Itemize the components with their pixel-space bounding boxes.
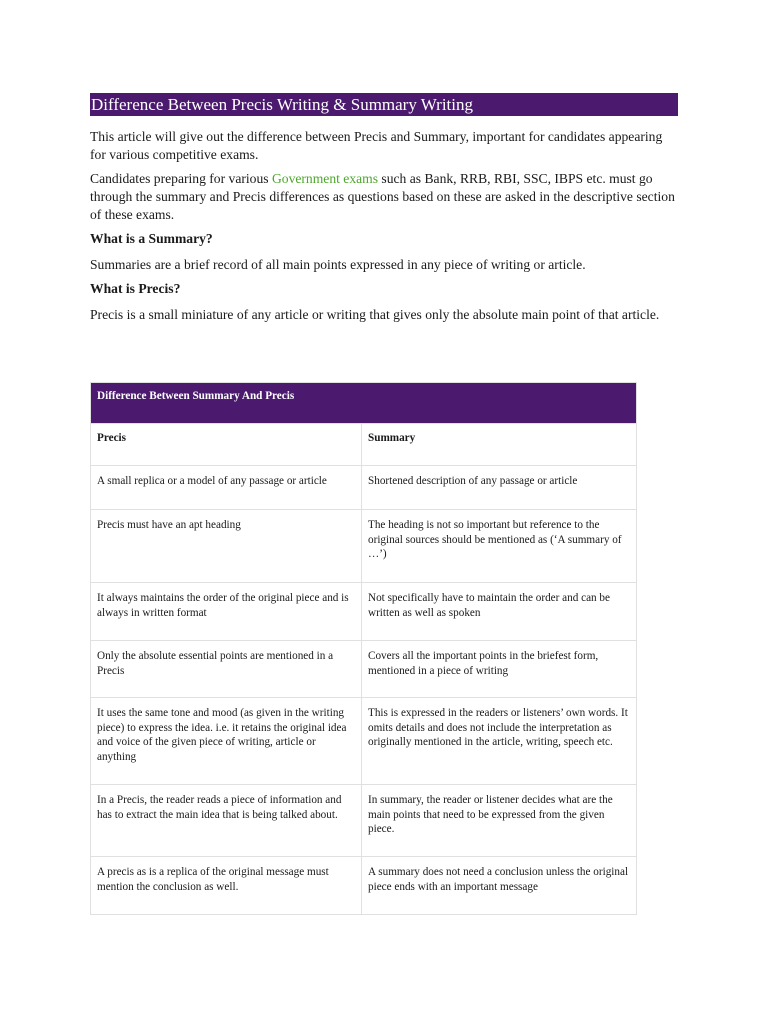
precis-definition: Precis is a small miniature of any article or writing that gives only the absolute main point of that article. [90, 307, 660, 322]
table-row [91, 857, 637, 915]
article-body [90, 128, 680, 330]
summary-cell: In summary, the reader or listener decides what are the main points that need to be expressed from the given piece. [362, 785, 637, 857]
precis-heading: What is Precis? [90, 281, 181, 296]
table-row [91, 583, 637, 641]
table-title-row [91, 383, 637, 424]
candidates-paragraph [90, 170, 680, 224]
table-row [91, 466, 637, 510]
summary-cell: This is expressed in the readers or listeners’ own words. It omits details and does not include the interpretation as originally mentioned in the article, writing, speech etc. [362, 698, 637, 785]
comparison-table-wrap [90, 382, 637, 915]
table-row [91, 785, 637, 857]
precis-cell: A small replica or a model of any passage or article [91, 466, 362, 510]
precis-cell: In a Precis, the reader reads a piece of information and has to extract the main idea that is being talked about. [91, 785, 362, 857]
table-row [91, 698, 637, 785]
intro-paragraph: This article will give out the difference between Precis and Summary, important for candidates appearing for various competitive exams. [90, 129, 663, 162]
precis-cell: Only the absolute essential points are mentioned in a Precis [91, 641, 362, 698]
summary-cell: Covers all the important points in the briefest form, mentioned in a piece of writing [362, 641, 637, 698]
summary-cell: Shortened description of any passage or article [362, 466, 637, 510]
summary-definition: Summaries are a brief record of all main points expressed in any piece of writing or article. [90, 257, 586, 272]
precis-cell: A precis as is a replica of the original message must mention the conclusion as well. [91, 857, 362, 915]
summary-cell: Not specifically have to maintain the order and can be written as well as spoken [362, 583, 637, 641]
government-exams-link[interactable]: Government exams [271, 171, 379, 186]
precis-cell: It always maintains the order of the original piece and is always in written format [91, 583, 362, 641]
comparison-table [90, 382, 637, 915]
table-row [91, 510, 637, 583]
title-banner [90, 93, 678, 116]
summary-cell: The heading is not so important but reference to the original sources should be mentioned as (‘A summary of …’) [362, 510, 637, 583]
candidates-text-start: Candidates preparing for various [90, 171, 272, 186]
table-title: Difference Between Summary And Precis [91, 383, 637, 424]
candidates-text-end: such as Bank, RRB, RBI, SSC, IBPS etc. must go through the summary and Precis differences as questions based on these are asked in the descriptive section of these exams. [90, 171, 675, 222]
table-column-header-row [91, 424, 637, 466]
page-title: Difference Between Precis Writing & Summary Writing [91, 95, 473, 114]
precis-cell: It uses the same tone and mood (as given in the writing piece) to express the idea. i.e. it retains the original idea and voice of the given piece of writing, article or anything [91, 698, 362, 785]
summary-cell: A summary does not need a conclusion unless the original piece ends with an important message [362, 857, 637, 915]
summary-heading: What is a Summary? [90, 231, 213, 246]
column-header-summary: Summary [362, 424, 637, 466]
table-row [91, 641, 637, 698]
column-header-precis: Precis [91, 424, 362, 466]
precis-cell: Precis must have an apt heading [91, 510, 362, 583]
